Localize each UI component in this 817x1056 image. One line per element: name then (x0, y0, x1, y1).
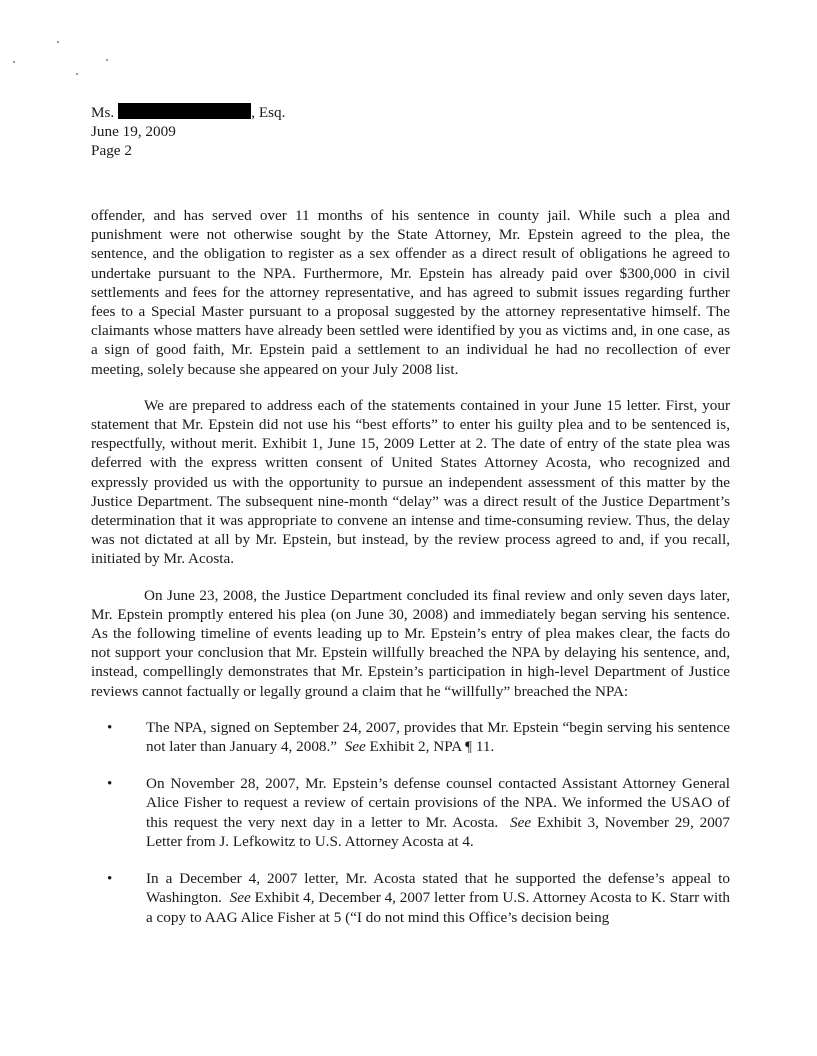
citation-ref: Exhibit 2, NPA ¶ 11. (369, 738, 495, 756)
timeline-item (91, 869, 730, 927)
citation-signal: See (509, 813, 532, 831)
scan-specks (0, 0, 160, 90)
citation-signal: See (229, 889, 251, 907)
body-paragraph: offender, and has served over 11 months of his sentence in county jail. While such a plea and punishment were not otherwise sought by the State Attorney, Mr. Epstein agreed to the plea, the sentence, and the obligation to register as a sex offender as a direct result of obligations he agreed to undertake pursuant to the NPA. Furthermore, Mr. Epstein has already paid over $300,000 in civil settlements and fees for the attorney representative, and has agreed to submit issues regarding further fees to a Special Master pursuant to a proposal suggested by the attorney representative himself. The claimants whose matters have already been settled were identified by you as victims and, in one case, as a sign of good faith, Mr. Epstein paid a settlement to an individual he had no recollection of ever meeting, solely because she appeared on your July 2008 list. (91, 207, 730, 378)
timeline-item (91, 774, 730, 851)
citation-ref: Exhibit 4, December 4, 2007 letter from U.S. Attorney Acosta to K. Starr with a copy to AAG Alice Fisher at 5 (“I do not mind this Office’s decision being (146, 889, 731, 926)
scan-speck (106, 59, 108, 61)
timeline-list (91, 718, 730, 927)
scan-speck (13, 61, 15, 63)
letter-header (91, 103, 285, 160)
citation-ref: Exhibit 3, November 29, 2007 Letter from J. Lefkowitz to U.S. Attorney Acosta at 4. (146, 813, 730, 850)
timeline-text: The NPA, signed on September 24, 2007, provides that Mr. Epstein “begin serving his sentence not later than January 4, 2008.” (146, 718, 730, 756)
timeline-item (91, 718, 730, 756)
scan-speck (76, 73, 78, 75)
salutation-prefix: Ms. (91, 104, 115, 121)
bullet-icon: • (107, 775, 113, 793)
letter-date: June 19, 2009 (91, 123, 176, 140)
bullet-icon: • (107, 718, 113, 736)
page-number: Page 2 (91, 142, 132, 159)
recipient-line (91, 103, 285, 122)
timeline-text: On November 28, 2007, Mr. Epstein’s defense counsel contacted Assistant Attorney General Alice Fisher to request a review of certain provisions of the NPA. We informed the USAO of this request the very next day in a letter to Mr. Acosta. (146, 775, 730, 831)
salutation-suffix: , Esq. (251, 104, 286, 121)
body-paragraph: On June 23, 2008, the Justice Department concluded its final review and only seven days later, Mr. Epstein promptly entered his plea (on June 30, 2008) and immediately began serving his sentence. As the following timeline of events leading up to Mr. Epstein’s entry of plea makes clear, the facts do not support your conclusion that Mr. Epstein willfully breached the NPA by delaying his sentence, and, instead, compellingly demonstrates that Mr. Epstein’s participation in high-level Department of Justice reviews cannot factually or legally ground a claim that he “willfully” breached the NPA: (91, 586, 730, 700)
bullet-icon: • (107, 870, 113, 888)
scan-speck (57, 41, 59, 43)
citation-signal: See (344, 738, 366, 756)
body-paragraph: We are prepared to address each of the statements contained in your June 15 letter. First, your statement that Mr. Epstein did not use his “best efforts” to enter his guilty plea and to be sentenced is, respectfully, without merit. Exhibit 1, June 15, 2009 Letter at 2. The date of entry of the state plea was deferred with the express written consent of United States Attorney Acosta, who recognized and expressly provided us with the opportunity to pursue an independent assessment of this matter by the Justice Department. The subsequent nine-month “delay” was a direct result of the Justice Department’s determination that it was appropriate to convene an intense and time-consuming review. Thus, the delay was not dictated at all by Mr. Epstein, but instead, by the review process agreed to and, if you recall, initiated by Mr. Acosta. (91, 396, 730, 568)
letter-body (91, 206, 730, 945)
redaction-block (118, 103, 251, 119)
timeline-text: In a December 4, 2007 letter, Mr. Acosta stated that he supported the defense’s appeal to Washington. (146, 870, 730, 907)
